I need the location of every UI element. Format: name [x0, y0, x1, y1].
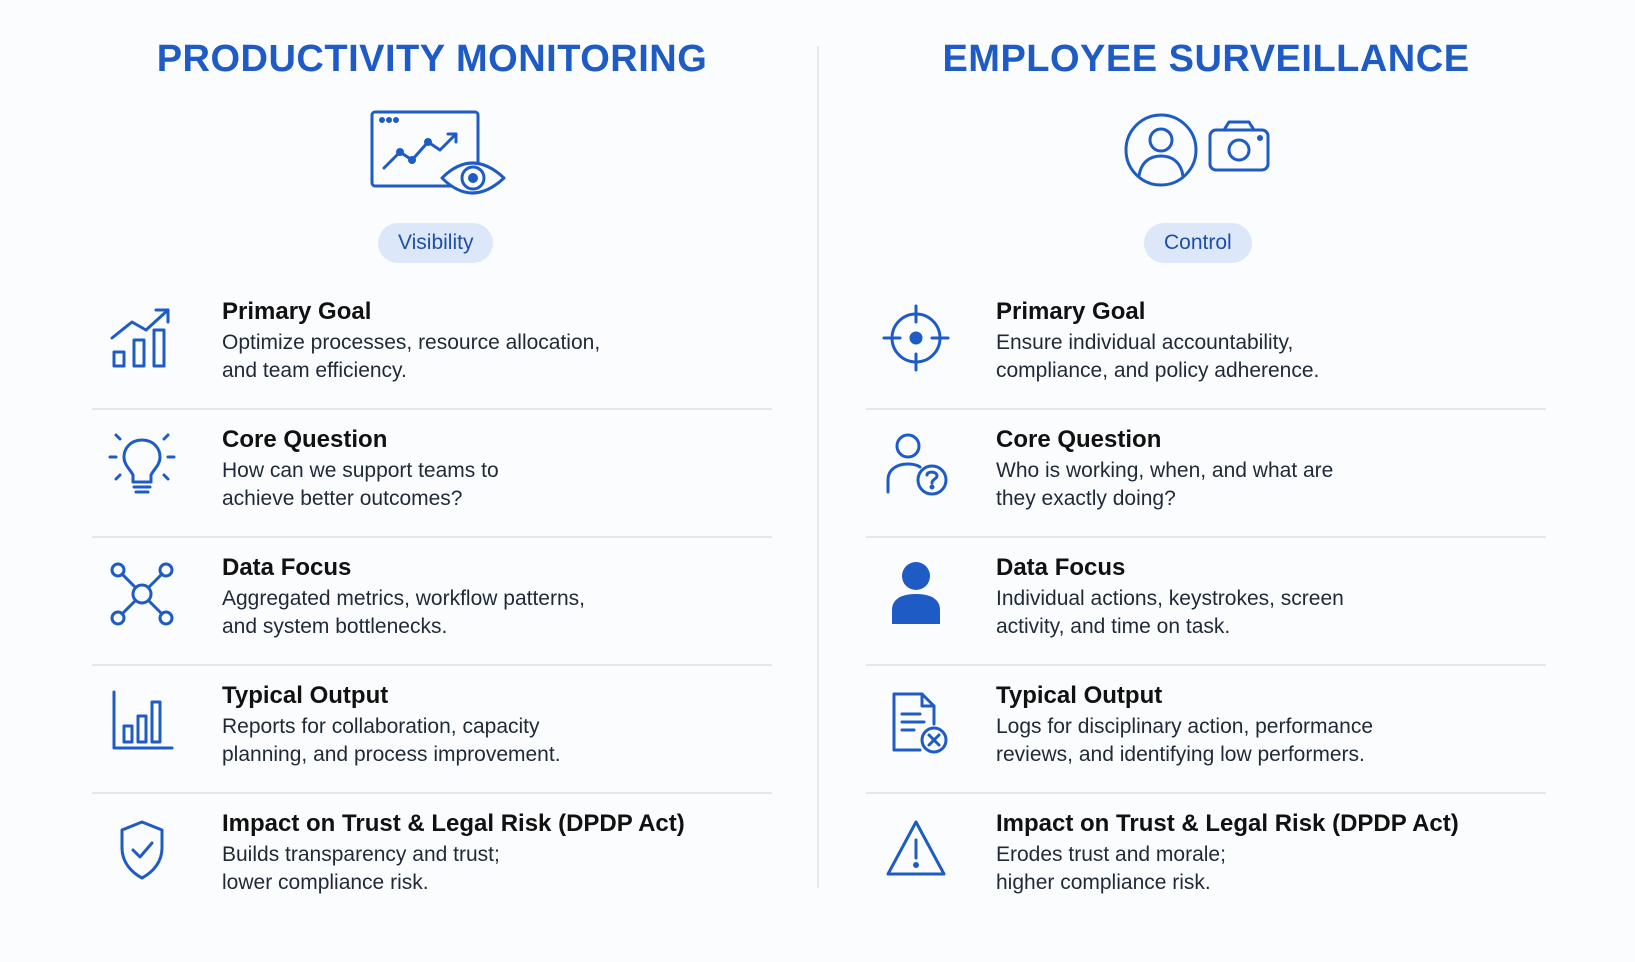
- person-solid-icon: [880, 558, 952, 630]
- row-description-line: activity, and time on task.: [996, 615, 1231, 638]
- row-core-question: [92, 410, 772, 538]
- row-title: Impact on Trust & Legal Risk (DPDP Act): [222, 810, 685, 837]
- row-description-line: Who is working, when, and what are: [996, 459, 1334, 482]
- comparison-rows: [92, 282, 772, 922]
- row-description-line: they exactly doing?: [996, 487, 1176, 510]
- row-description: [996, 841, 1536, 897]
- row-impact-on-trust: [92, 794, 772, 922]
- row-description-line: Aggregated metrics, workflow patterns,: [222, 587, 585, 610]
- control-pill: Control: [1144, 223, 1252, 263]
- row-data-focus: [866, 538, 1546, 666]
- row-title: Typical Output: [222, 682, 389, 709]
- row-description-line: planning, and process improvement.: [222, 743, 561, 766]
- row-description-line: Reports for collaboration, capacity: [222, 715, 540, 738]
- row-description-line: Optimize processes, resource allocation,: [222, 331, 601, 354]
- comparison-rows: [866, 282, 1546, 922]
- row-description: [996, 329, 1536, 385]
- document-x-icon: [880, 686, 952, 758]
- monitor-chart-eye-icon: [370, 110, 510, 200]
- row-description-line: reviews, and identifying low performers.: [996, 743, 1365, 766]
- row-typical-output: [92, 666, 772, 794]
- visibility-pill: Visibility: [378, 223, 493, 263]
- row-description: [996, 713, 1536, 769]
- lightbulb-icon: [106, 430, 178, 502]
- row-description: [222, 713, 762, 769]
- row-typical-output: [866, 666, 1546, 794]
- row-core-question: [866, 410, 1546, 538]
- row-description: [996, 457, 1536, 513]
- column-title: PRODUCTIVITY MONITORING: [156, 38, 708, 80]
- row-description: [222, 841, 762, 897]
- row-title: Primary Goal: [996, 298, 1146, 325]
- row-description-line: higher compliance risk.: [996, 871, 1211, 894]
- row-description-line: Builds transparency and trust;: [222, 843, 500, 866]
- row-title: Primary Goal: [222, 298, 372, 325]
- row-description-line: Erodes trust and morale;: [996, 843, 1226, 866]
- column-title: EMPLOYEE SURVEILLANCE: [942, 38, 1470, 80]
- row-primary-goal: [866, 282, 1546, 410]
- row-title: Typical Output: [996, 682, 1163, 709]
- bar-chart-icon: [106, 686, 178, 758]
- row-title: Data Focus: [222, 554, 352, 581]
- row-description: [222, 457, 762, 513]
- row-data-focus: [92, 538, 772, 666]
- row-description-line: How can we support teams to: [222, 459, 499, 482]
- crosshair-icon: [880, 302, 952, 374]
- row-description-line: Ensure individual accountability,: [996, 331, 1294, 354]
- row-description-line: lower compliance risk.: [222, 871, 429, 894]
- column-divider: [817, 46, 819, 888]
- user-camera-icon: [1124, 110, 1274, 190]
- row-impact-on-trust: [866, 794, 1546, 922]
- network-nodes-icon: [106, 558, 178, 630]
- row-description-line: Individual actions, keystrokes, screen: [996, 587, 1344, 610]
- row-description-line: compliance, and policy adherence.: [996, 359, 1320, 382]
- row-description-line: Logs for disciplinary action, performance: [996, 715, 1374, 738]
- row-primary-goal: [92, 282, 772, 410]
- row-description: [996, 585, 1536, 641]
- row-description-line: and system bottlenecks.: [222, 615, 448, 638]
- row-description-line: and team efficiency.: [222, 359, 407, 382]
- row-title: Core Question: [222, 426, 388, 453]
- row-description: [222, 585, 762, 641]
- row-description: [222, 329, 762, 385]
- row-title: Impact on Trust & Legal Risk (DPDP Act): [996, 810, 1459, 837]
- shield-check-icon: [106, 814, 178, 886]
- growth-chart-icon: [106, 302, 178, 374]
- row-title: Core Question: [996, 426, 1162, 453]
- row-description-line: achieve better outcomes?: [222, 487, 463, 510]
- user-question-icon: [880, 430, 952, 502]
- warning-triangle-icon: [880, 814, 952, 886]
- row-title: Data Focus: [996, 554, 1126, 581]
